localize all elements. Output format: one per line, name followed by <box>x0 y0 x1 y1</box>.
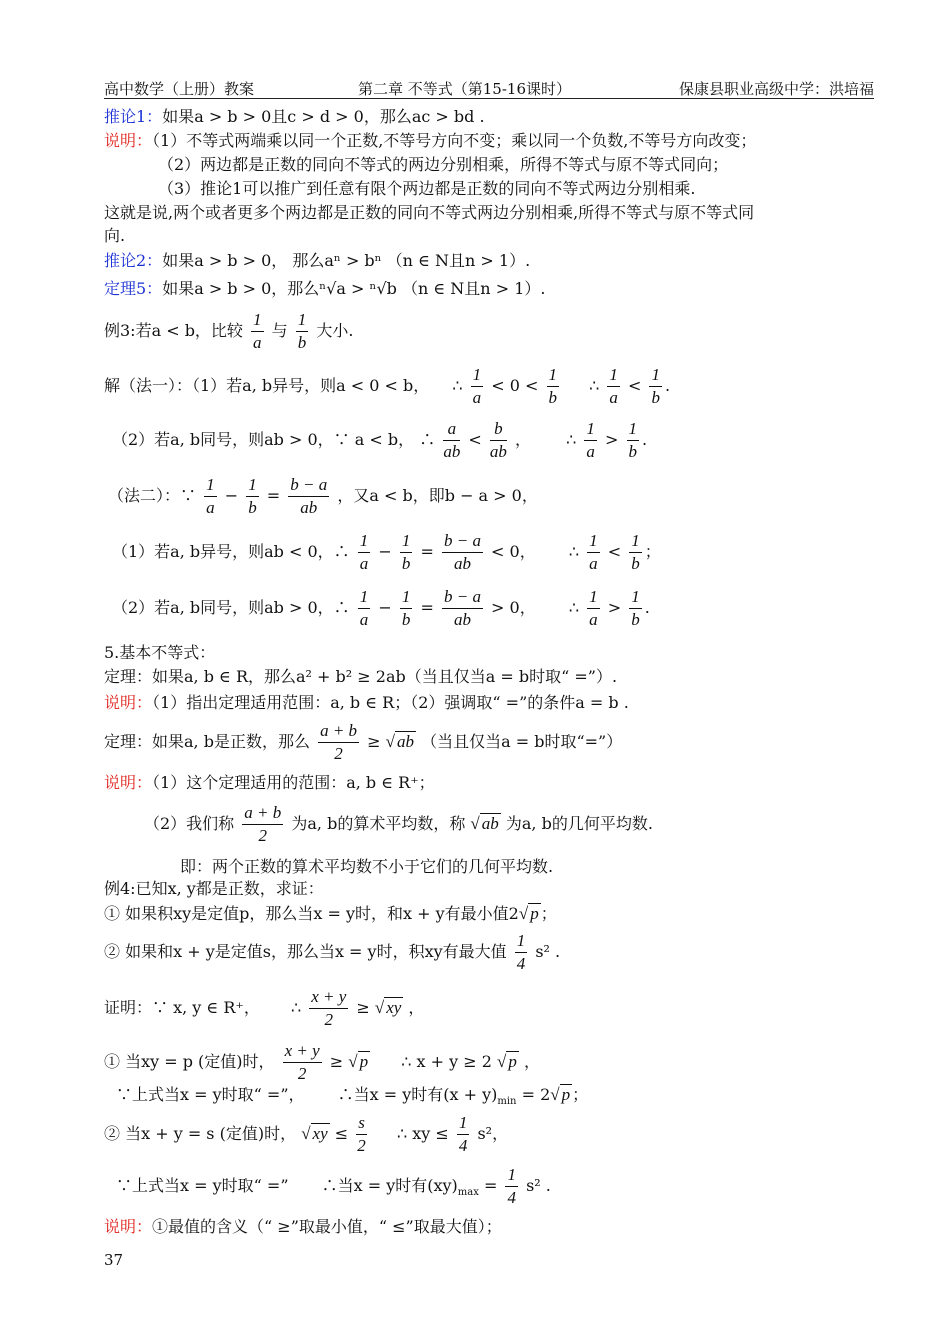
theorem-5: 定理5：如果a > b > 0，那么ⁿ√a > ⁿ√b （n ∈ N且n > 1）. <box>104 279 546 298</box>
corollary-1: 推论1：如果a > b > 0且c > d > 0，那么ac > bd . <box>104 107 485 126</box>
note-am-gm-meaning: 即：两个正数的算术平均数不小于它们的几何平均数. <box>180 857 554 876</box>
note-am-gm-definition: （2）我们称 $\frac{a + b}{2}$ 为a, b的算术平均数，称 √ ab 为a, b的几何平均数. <box>144 803 653 845</box>
note-basic: 说明：（1）指出定理适用范围：a, b ∈ R；（2）强调取“ =”的条件a = b . <box>104 693 629 712</box>
note-2: （2）两边都是正数的同向不等式的两边分别相乘，所得不等式与原不等式同向； <box>158 155 729 174</box>
proof-part-2-conclusion: ∵上式当x = y时取“ =” ∴当x = y时有$(xy)_{max}$ = $\frac{1}{4}$ s² . <box>116 1165 551 1207</box>
example-3: 例3:若a < b，比较 $\frac{1}{a}$ 与 $\frac{1}{b}$ 大小. <box>104 310 354 352</box>
example-4: 例4:已知x, y都是正数，求证： <box>104 879 324 898</box>
solution-1-case-2: （2）若a, b同号，则ab > 0，∵ a < b， ∴ $\frac{a}{ab}$ < $\frac{b}{ab}$ ， ∴ $\frac{1}{a}$ > $\frac{1}{b}$ . <box>112 419 648 461</box>
theorem-basic: 定理：如果a, b ∈ R，那么a² + b² ≥ 2ab（当且仅当a = b时取“ =”）. <box>104 667 618 686</box>
fraction: $\frac{1}{b}$ <box>297 310 307 352</box>
final-note: 说明：①最值的含义（“ ≥”取最小值，“ ≤”取最大值）； <box>104 1217 502 1236</box>
method-2-case-2: （2）若a, b同号，则ab > 0，∴ $\frac{1}{a}$ − $\frac{1}{b}$ = $\frac{b - a}{ab}$ > 0， ∴ $\frac{1}{a}$ > $\frac{1}{b}$ . <box>112 587 650 629</box>
proof-part-2: ② 当x + y = s (定值)时， √ xy ≤ $\frac{s}{2}$ ∴ xy ≤ $\frac{1}{4}$ s²， <box>104 1113 509 1155</box>
proof-start: 证明：∵ x, y ∈ R⁺， ∴ $\frac{x + y}{2}$ ≥ √ xy ， <box>104 987 425 1029</box>
theorem-am-gm: 定理：如果a, b是正数，那么 $\frac{a + b}{2}$ ≥ √ ab （当且仅当a = b时取“=”） <box>104 721 623 763</box>
paragraph-line: 这就是说,两个或者更多个两边都是正数的同向不等式两边分别相乘,所得不等式与原不等式同 <box>104 203 755 222</box>
page-number: 37 <box>104 1251 124 1269</box>
note-3: （3）推论1可以推广到任意有限个两边都是正数的同向不等式两边分别相乘. <box>158 179 696 198</box>
method-2-case-1: （1）若a, b异号，则ab < 0，∴ $\frac{1}{a}$ − $\frac{1}{b}$ = $\frac{b - a}{ab}$ < 0， ∴ $\frac{1}{a}$ < $\frac{1}{b}$ ； <box>112 531 661 573</box>
header-right: 保康县职业高级中学：洪培福 <box>678 80 874 98</box>
page-header <box>104 78 874 99</box>
method-2: （法二）：∵ $\frac{1}{a}$ − $\frac{1}{b}$ = $\frac{b - a}{ab}$ ，又a < b，即b − a > 0， <box>108 475 538 517</box>
proof-part-1: ① 当xy = p (定值)时， $\frac{x + y}{2}$ ≥ √ p ∴ x + y ≥ 2 √ p ， <box>104 1041 540 1083</box>
solution-1-case-1: 解（法一）：（1）若a, b异号，则a < 0 < b， ∴ $\frac{1}{a}$ < 0 < $\frac{1}{b}$ ∴ $\frac{1}{a}$ < $\frac{1}{b}$ . <box>104 365 671 407</box>
proof-part-1-conclusion: ∵上式当x = y时取“ =”， ∴当x = y时有$(x + y)_{min} = 2√$ p ； <box>116 1085 589 1108</box>
corollary-2: 推论2：如果a > b > 0， 那么aⁿ > bⁿ （n ∈ N且n > 1）. <box>104 251 531 270</box>
header-left: 高中数学（上册）教案 <box>104 80 255 98</box>
section-5-title: 5.基本不等式： <box>104 643 216 662</box>
note-1: 说明：（1）不等式两端乘以同一个正数,不等号方向不变；乘以同一个负数,不等号方向改变； <box>104 131 757 150</box>
paragraph-line-end: 向. <box>104 226 126 245</box>
example-4-part-2: ② 如果和x + y是定值s，那么当x = y时，积xy有最大值 $\frac{1}{4}$ s² . <box>104 931 561 973</box>
note-am-gm-range: 说明：（1）这个定理适用的范围：a, b ∈ R⁺； <box>104 773 435 792</box>
fraction: $\frac{1}{a}$ <box>253 310 262 352</box>
header-center: 第二章 不等式（第15-16课时） <box>358 80 572 98</box>
example-4-part-1: ① 如果积xy是定值p，那么当x = y时，和x + y有最小值2√ p ； <box>104 904 557 923</box>
